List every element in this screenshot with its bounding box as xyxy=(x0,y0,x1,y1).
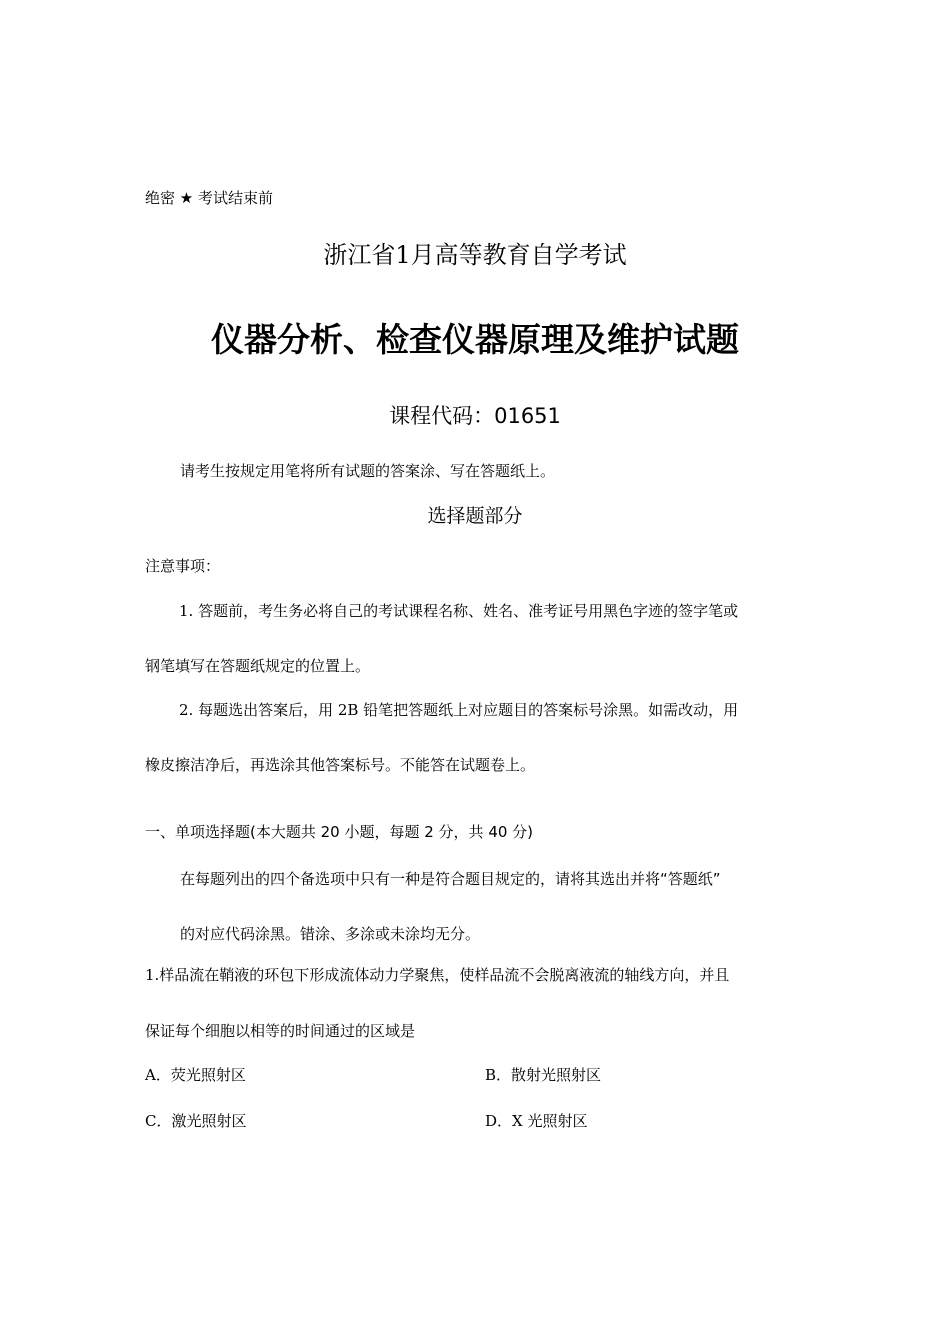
question-text-line: 1.样品流在鞘液的环包下形成流体动力学聚焦，使样品流不会脱离液流的轴线方向，并且 xyxy=(145,966,730,984)
paper-title: 仪器分析、检查仪器原理及维护试题 xyxy=(211,320,739,359)
note-line: 钢笔填写在答题纸规定的位置上。 xyxy=(145,657,371,675)
option-c: C．激光照射区 xyxy=(145,1112,247,1130)
part-instruction-line: 的对应代码涂黑。错涂、多涂或未涂均无分。 xyxy=(180,925,481,943)
part-instruction-line: 在每题列出的四个备选项中只有一种是符合题目规定的，请将其选出并将“答题纸” xyxy=(180,870,721,888)
confidential-notice: 绝密 ★ 考试结束前 xyxy=(145,189,273,207)
note-line: 2. 每题选出答案后，用 2B 铅笔把答题纸上对应题目的答案标号涂黑。如需改动，用 xyxy=(179,701,739,719)
note-line: 1. 答题前，考生务必将自己的考试课程名称、姓名、准考证号用黑色字迹的签字笔或 xyxy=(179,602,739,620)
section-title: 选择题部分 xyxy=(427,505,523,527)
option-a: A．荧光照射区 xyxy=(145,1066,246,1084)
question-text-line: 保证每个细胞以相等的时间通过的区域是 xyxy=(145,1022,416,1040)
course-code: 课程代码：01651 xyxy=(389,404,561,428)
answer-instruction: 请考生按规定用笔将所有试题的答案涂、写在答题纸上。 xyxy=(180,462,556,480)
option-b: B．散射光照射区 xyxy=(485,1066,602,1084)
part-heading: 一、单项选择题(本大题共 20 小题，每题 2 分，共 40 分) xyxy=(145,823,534,841)
note-line: 橡皮擦洁净后，再选涂其他答案标号。不能答在试题卷上。 xyxy=(145,756,536,774)
exam-title: 浙江省1月高等教育自学考试 xyxy=(323,241,627,269)
notes-heading: 注意事项： xyxy=(145,557,221,575)
option-d: D．X 光照射区 xyxy=(485,1112,588,1130)
